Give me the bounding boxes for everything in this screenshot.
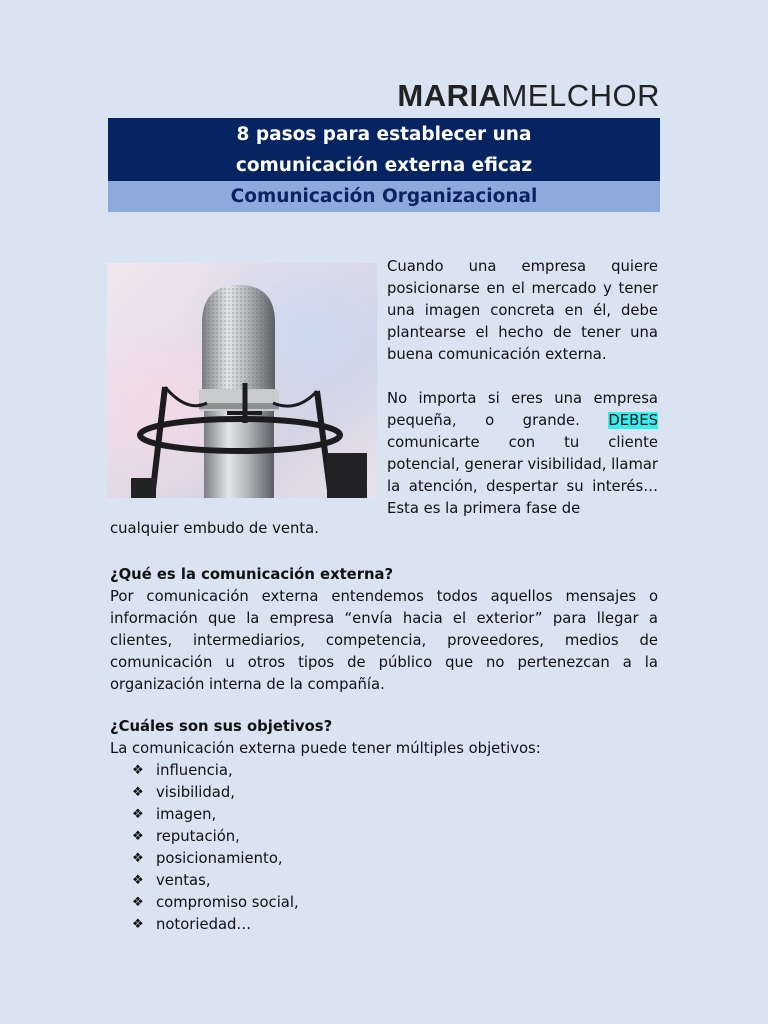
section-intro: La comunicación externa puede tener múltiples objetivos: (110, 740, 541, 757)
bullet-icon: ❖ (132, 829, 144, 844)
bullet-icon: ❖ (132, 873, 144, 888)
bullet-icon: ❖ (132, 895, 144, 910)
list-item: ❖ ventas, (132, 870, 658, 892)
section-heading: ¿Qué es la comunicación externa? (110, 566, 394, 583)
subtitle-text: Comunicación Organizacional (230, 186, 538, 207)
bullet-icon: ❖ (132, 807, 144, 822)
intro-paragraph-1: Cuando una empresa quiere posicionarse en el mercado y tener una imagen concreta en él, debe plantearse el hecho de tener una buena comunicación externa. (387, 258, 658, 363)
intro-paragraph-2 (387, 388, 658, 520)
brand-light: MELCHOR (501, 78, 660, 113)
bullet-icon: ❖ (132, 785, 144, 800)
list-item: ❖ notoriedad… (132, 914, 658, 936)
title-line-1: 8 pasos para establecer una (236, 123, 532, 145)
microphone-icon (107, 263, 377, 498)
title-line-2: comunicación externa eficaz (235, 154, 533, 176)
bullet-icon: ❖ (132, 917, 144, 932)
objectives-list (110, 760, 658, 936)
brand-logo (397, 80, 660, 111)
list-item: ❖ influencia, (132, 760, 658, 782)
section-heading: ¿Cuáles son sus objetivos? (110, 718, 333, 735)
list-item: ❖ imagen, (132, 804, 658, 826)
subtitle-banner (108, 181, 660, 212)
intro-p2-before: No importa si eres una empresa pequeña, o grande. (387, 390, 658, 429)
intro-continuation: cualquier embudo de venta. (110, 520, 319, 537)
highlighted-word: DEBES (608, 412, 658, 429)
section-objectives (110, 716, 658, 936)
brand-bold: MARIA (397, 78, 502, 113)
microphone-photo (107, 263, 377, 498)
bullet-icon: ❖ (132, 851, 144, 866)
section-body: Por comunicación externa entendemos todos aquellos mensajes o información que la empresa “envía hacia el exterior” para llegar a clientes, intermediarios, competencia, proveedores, medios de comunicación u otros tipos de público que no pertenezcan a la organización interna de la compañía. (110, 588, 658, 693)
bullet-icon: ❖ (132, 763, 144, 778)
title-banner (108, 118, 660, 181)
intro-p2-after: comunicarte con tu cliente potencial, generar visibilidad, llamar la atención, despertar su interés… Esta es la primera fase de (387, 434, 659, 517)
section-what-is (110, 564, 658, 696)
list-item: ❖ visibilidad, (132, 782, 658, 804)
list-item: ❖ compromiso social, (132, 892, 658, 914)
list-item: ❖ reputación, (132, 826, 658, 848)
intro-text (387, 256, 658, 520)
list-item: ❖ posicionamiento, (132, 848, 658, 870)
